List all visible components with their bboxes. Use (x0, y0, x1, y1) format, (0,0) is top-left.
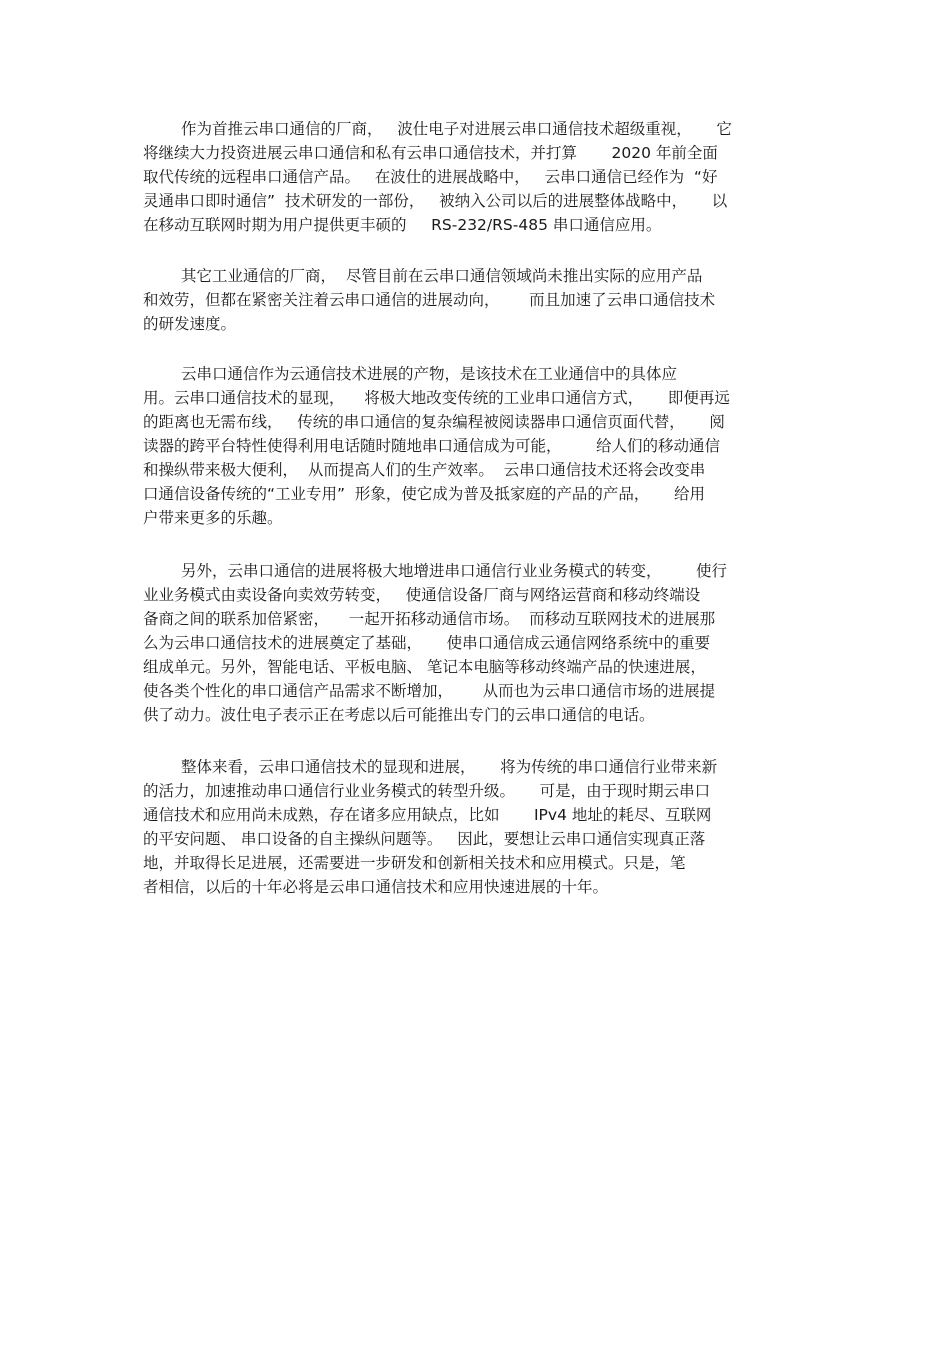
paragraph-line: 供了动力。波仕电子表示正在考虑以后可能推出专门的云串口通信的电话。 (143, 706, 655, 724)
paragraph-line: 其它工业通信的厂商， 尽管目前在云串口通信领域尚未推出实际的应用产品 (181, 267, 703, 285)
paragraph-line: 另外，云串口通信的进展将极大地增进串口通信行业业务模式的转变， 使行 (181, 562, 727, 580)
paragraph-line: 云串口通信作为云通信技术进展的产物，是该技术在工业通信中的具体应 (181, 365, 678, 383)
paragraph-1 (143, 117, 808, 237)
paragraph-2 (143, 264, 808, 336)
paragraph-line: 作为首推云串口通信的厂商， 波仕电子对进展云串口通信技术超级重视， 它 (181, 120, 732, 138)
paragraph-line: 么为云串口通信技术的进展奠定了基础， 使串口通信成云通信网络系统中的重要 (143, 634, 711, 652)
paragraph-line: 的研发速度。 (143, 315, 237, 333)
paragraph-line: 在移动互联网时期为用户提供更丰硕的 RS-232/RS-485 串口通信应用。 (143, 216, 662, 234)
paragraph-line: 使各类个性化的串口通信产品需求不断增加， 从而也为云串口通信市场的进展提 (143, 682, 716, 700)
paragraph-4 (143, 559, 808, 727)
paragraph-line: 读器的跨平台特性使得利用电话随时随地串口通信成为可能， 给人们的移动通信 (143, 437, 720, 455)
paragraph-line: 将继续大力投资进展云串口通信和私有云串口通信技术，并打算 2020 年前全面 (143, 144, 718, 162)
paragraph-line: 灵通串口即时通信” 技术研发的一部份， 被纳入公司以后的进展整体战略中， 以 (143, 192, 728, 210)
paragraph-line: 地，并取得长足进展，还需要进一步研发和创新相关技术和应用模式。只是，笔 (143, 854, 686, 872)
paragraph-line: 组成单元。另外，智能电话、平板电脑、 笔记本电脑等移动终端产品的快速进展， (143, 658, 706, 676)
paragraph-line: 用。云串口通信技术的显现， 将极大地改变传统的工业串口通信方式， 即便再远 (143, 389, 730, 407)
paragraph-line: 户带来更多的乐趣。 (143, 509, 283, 527)
paragraph-3 (143, 362, 808, 530)
paragraph-line: 的距离也无需布线， 传统的串口通信的复杂编程被阅读器串口通信页面代替， 阅 (143, 413, 725, 431)
paragraph-line: 取代传统的远程串口通信产品。 在波仕的进展战略中， 云串口通信已经作为 “好 (143, 168, 718, 186)
paragraph-line: 的活力，加速推动串口通信行业业务模式的转型升级。 可是，由于现时期云串口 (143, 782, 711, 800)
paragraph-line: 口通信设备传统的“工业专用” 形象，使它成为普及抵家庭的产品的产品， 给用 (143, 485, 706, 503)
paragraph-line: 和效劳，但都在紧密关注着云串口通信的进展动向， 而且加速了云串口通信技术 (143, 291, 716, 309)
paragraph-line: 备商之间的联系加倍紧密， 一起开拓移动通信市场。 而移动互联网技术的进展那 (143, 610, 716, 628)
paragraph-line: 者相信，以后的十年必将是云串口通信技术和应用快速进展的十年。 (143, 878, 609, 896)
paragraph-line: 的平安问题、 串口设备的自主操纵问题等。 因此，要想让云串口通信实现真正落 (143, 830, 706, 848)
paragraph-line: 和操纵带来极大便利， 从而提高人们的生产效率。 云串口通信技术还将会改变串 (143, 461, 706, 479)
paragraph-5 (143, 755, 808, 899)
paragraph-line: 整体来看，云串口通信技术的显现和进展， 将为传统的串口通信行业带来新 (181, 758, 718, 776)
paragraph-line: 业业务模式由卖设备向卖效劳转变， 使通信设备厂商与网络运营商和移动终端设 (143, 586, 701, 604)
paragraph-line: 通信技术和应用尚未成熟，存在诸多应用缺点，比如 IPv4 地址的耗尽、互联网 (143, 806, 712, 824)
